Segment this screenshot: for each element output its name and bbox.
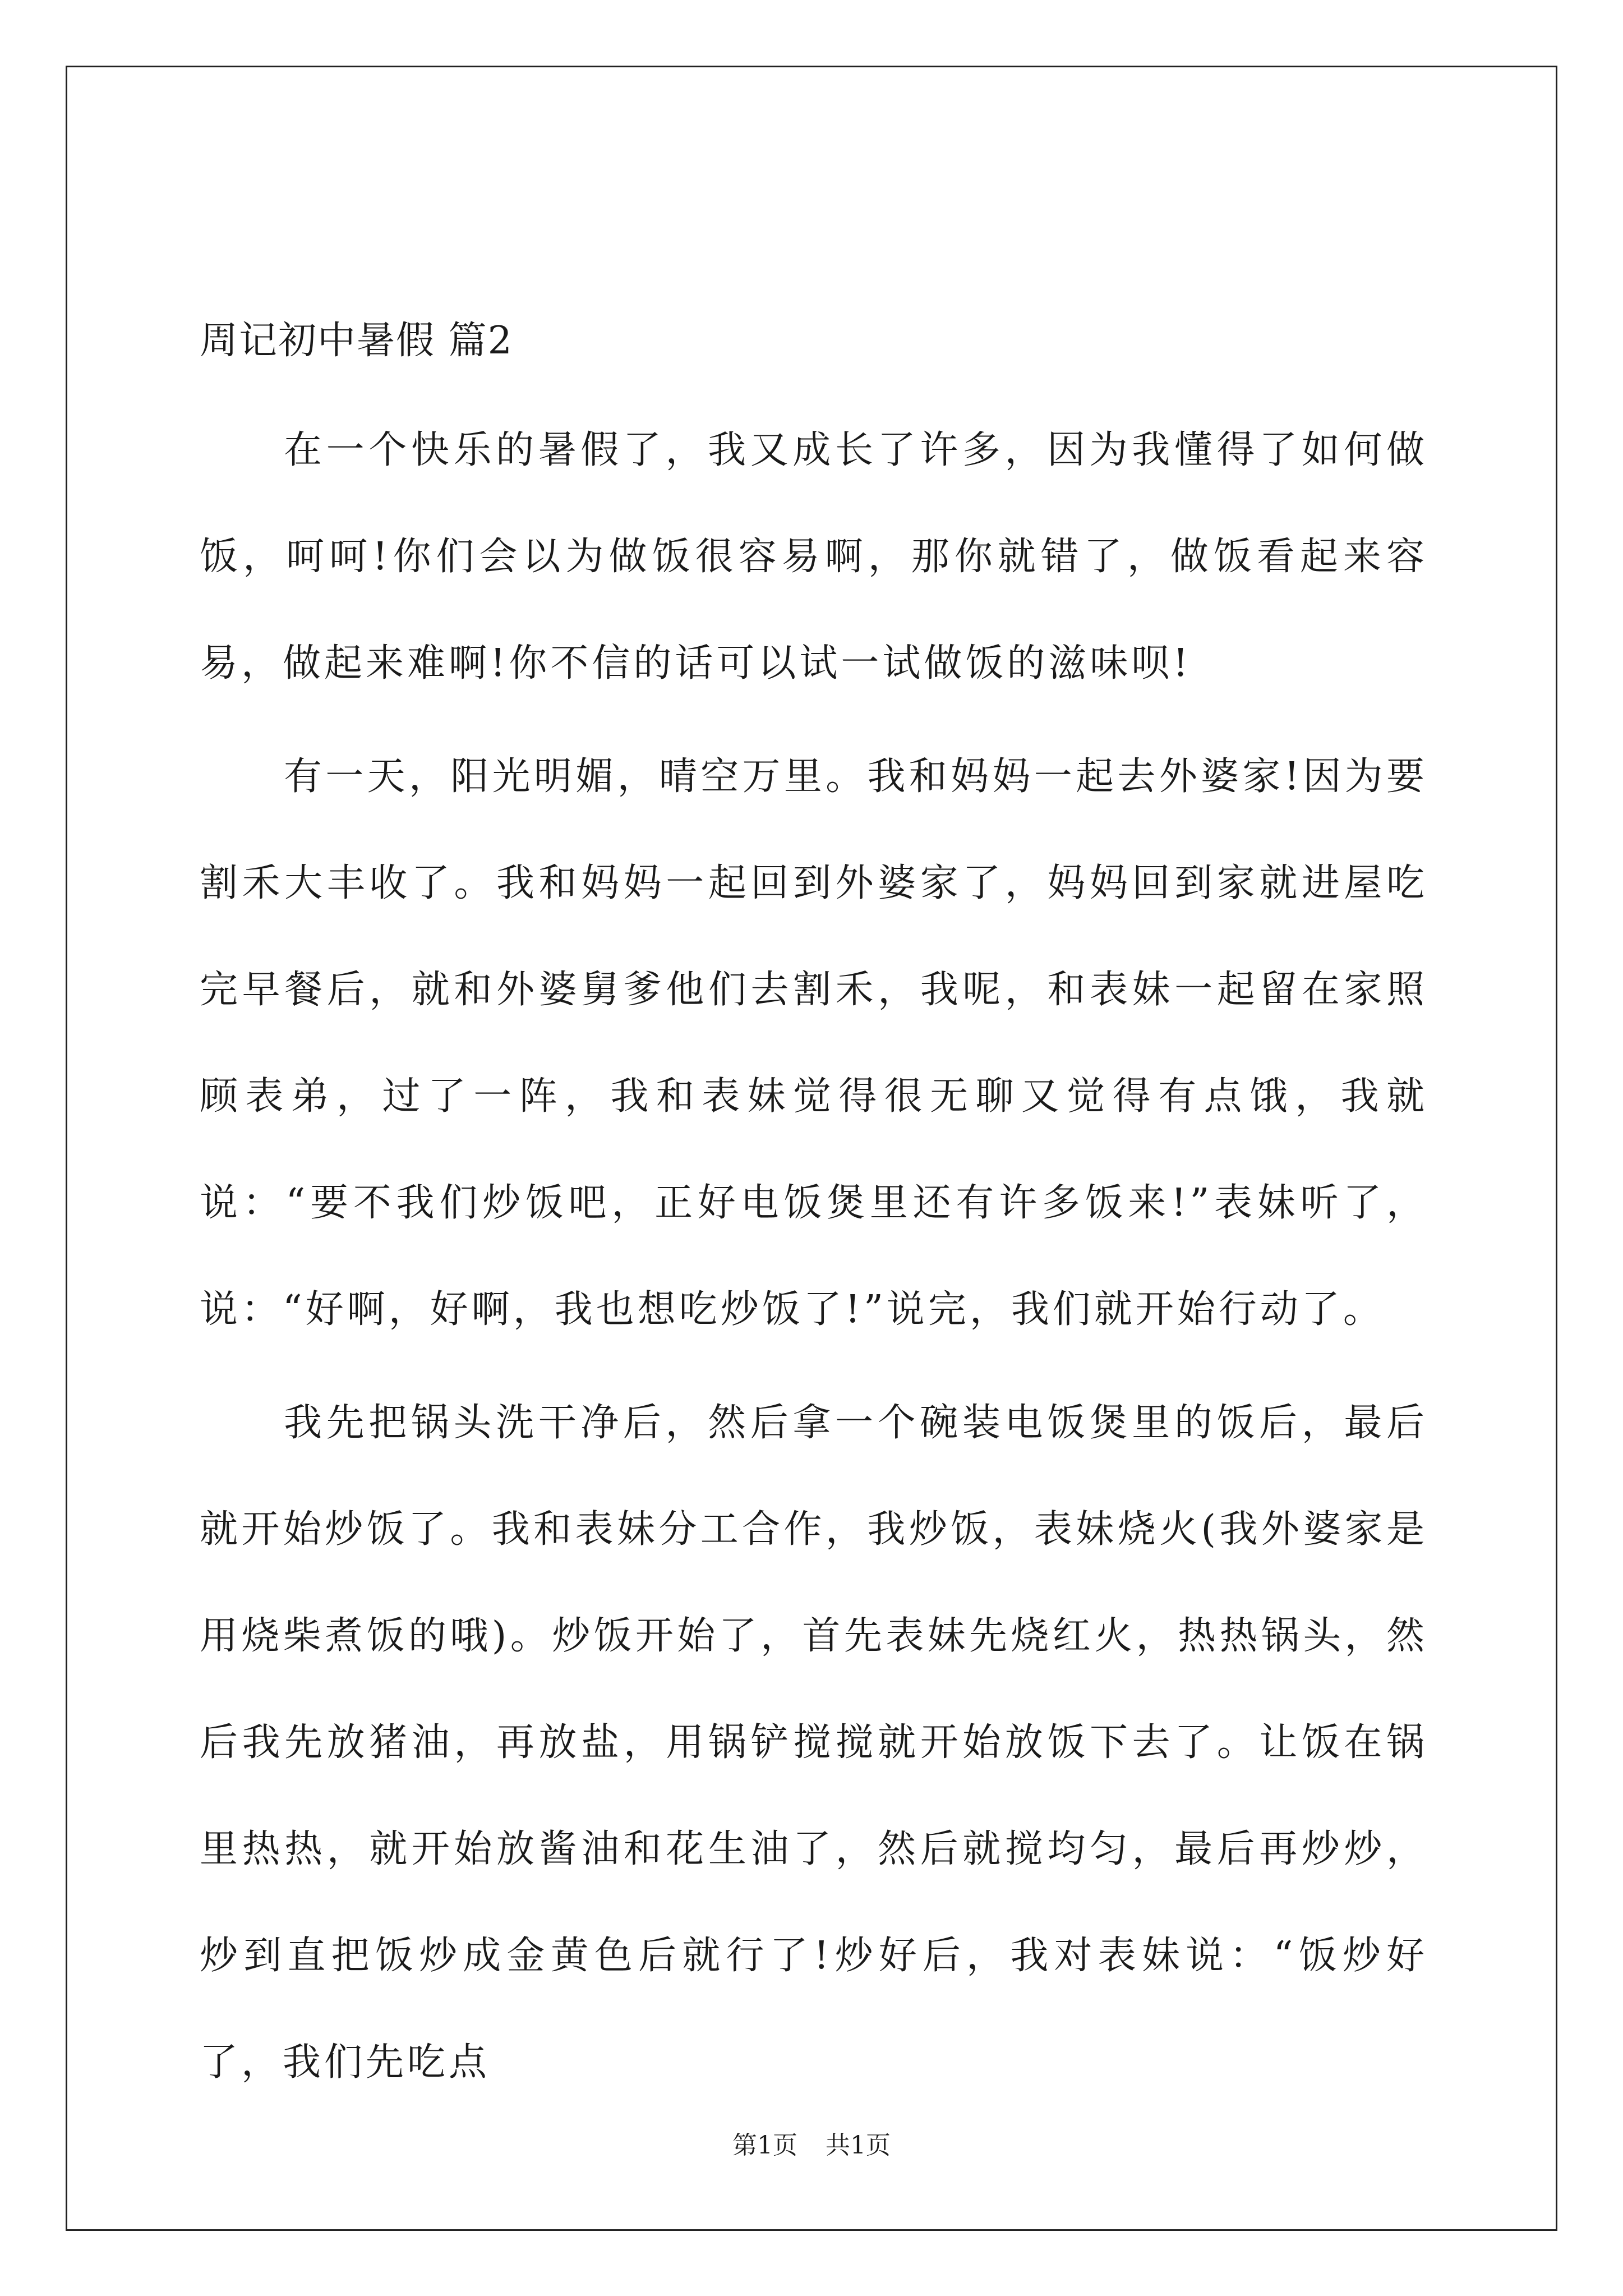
- paragraph-1: 在一个快乐的暑假了，我又成长了许多，因为我懂得了如何做饭，呵呵!你们会以为做饭很容易啊，那你就错了，做饭看起来容易，做起来难啊!你不信的话可以试一试做饭的滋味呗!: [200, 428, 1428, 685]
- page-total: 共1页: [826, 2131, 891, 2160]
- page-number: 第1页: [732, 2131, 797, 2160]
- document-title: 周记初中暑假 篇2: [200, 319, 513, 363]
- page-footer: [0, 2129, 1623, 2162]
- paragraph-3: 我先把锅头洗干净后，然后拿一个碗装电饭煲里的饭后，最后就开始炒饭了。我和表妹分工合作，我炒饭，表妹烧火(我外婆家是用烧柴煮饭的哦)。炒饭开始了，首先表妹先烧红火，热热锅头，然后我先放猪油，再放盐，用锅铲搅搅就开始放饭下去了。让饭在锅里热热，就开始放酱油和花生油了，然后就搅均匀，最后再炒炒，炒到直把饭炒成金黄色后就行了!炒好后，我对表妹说：“饭炒好了，我们先吃点: [200, 1401, 1428, 2085]
- paragraph-2: 有一天，阳光明媚，晴空万里。我和妈妈一起去外婆家!因为要割禾大丰收了。我和妈妈一起回到外婆家了，妈妈回到家就进屋吃完早餐后，就和外婆舅爹他们去割禾，我呢，和表妹一起留在家照顾表弟，过了一阵，我和表妹觉得很无聊又觉得有点饿，我就说：“要不我们炒饭吧，正好电饭煲里还有许多饭来!”表妹听了，说：“好啊，好啊，我也想吃炒饭了!”说完，我们就开始行动了。: [200, 754, 1428, 1332]
- document-body: [200, 292, 1428, 2123]
